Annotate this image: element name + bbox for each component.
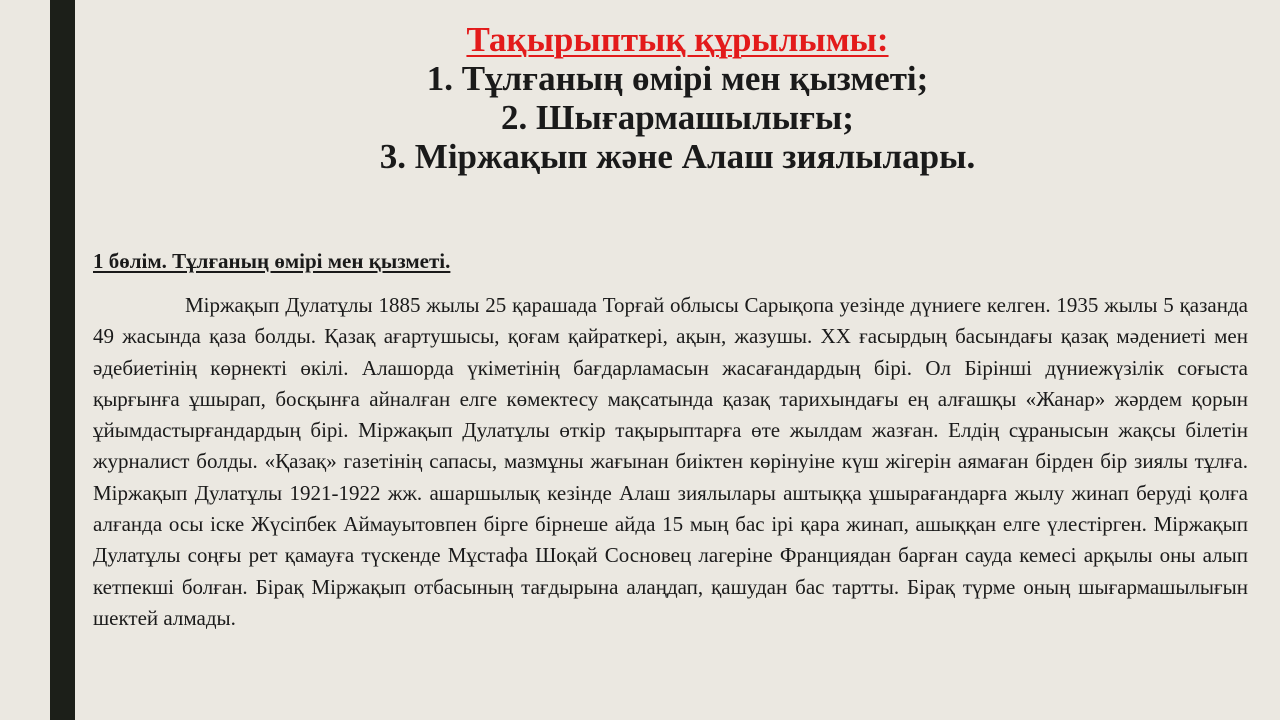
outline-item-3: 3. Міржақып және Алаш зиялылары. <box>379 137 976 176</box>
slide-title: Тақырыптық құрылымы: <box>466 20 889 59</box>
outline-item-2: 2. Шығармашылығы; <box>501 98 854 137</box>
slide-header <box>75 20 1280 176</box>
outline-item-1: 1. Тұлғаның өмірі мен қызметі; <box>426 59 929 98</box>
section-heading: 1 бөлім. Тұлғаның өмірі мен қызметі. <box>93 249 451 273</box>
decorative-side-bar <box>50 0 75 720</box>
body-paragraph: Міржақып Дулатұлы 1885 жылы 25 қарашада Торғай облысы Сарықопа уезінде дүниеге келген. 1935 жылы 5 қазанда 49 жасында қаза болды. Қазақ ағартушысы, қоғам қайраткері, ақын, жазушы. XX ғасырдың басындағы қазақ мәдениеті мен әдебиетінің көрнекті өкілі. Алашорда үкіметінің бағдарламасын жасағандардың бірі. Ол Бірінші дүниежүзілік соғыста қырғынға ұшырап, босқынға айналған елге көмектесу мақсатында қазақ тарихындағы ең алғашқы «Жанар» жәрдем қорын ұйымдастырғандардың бірі. Міржақып Дулатұлы өткір тақырыптарға өте жылдам жазған. Елдің сұранысын жақсы білетін журналист болды. «Қазақ» газетінің сапасы, мазмұны жағынан биіктен көрінуіне күш жігерін аямаған бірден бір зиялы тұлға. Міржақып Дулатұлы 1921-1922 жж. ашаршылық кезінде Алаш зиялылары аштыққа ұшырағандарға жылу жинап беруді қолға алғанда осы іске Жүсіпбек Аймауытовпен бірге бірнеше айда 15 мың бас ірі қара жинап, ашыққан елге үлестірген. Міржақып Дулатұлы соңғы рет қамауға түскенде Мұстафа Шоқай Сосновец лагеріне Франциядан барған сауда кемесі арқылы оны алып кетпекші болған. Бірақ Міржақып отбасының тағдырына алаңдап, қашудан бас тартты. Бірақ түрме оның шығармашылығын шектей алмады. <box>93 293 1248 630</box>
